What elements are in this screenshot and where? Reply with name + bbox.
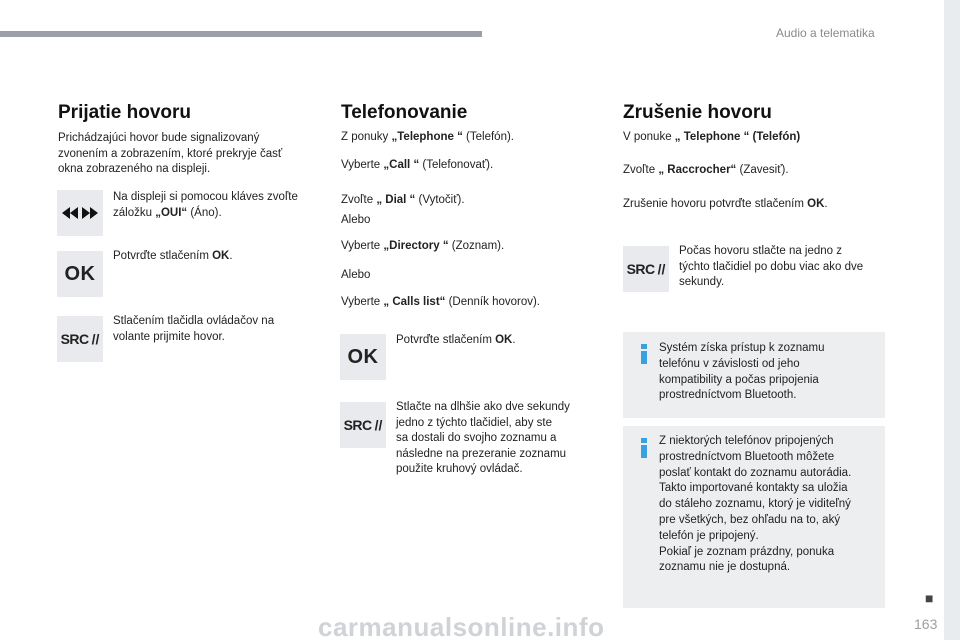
info-line: poslať kontakt do zoznamu autorádia. (659, 466, 852, 479)
src-button (57, 316, 103, 362)
src-button (623, 246, 669, 292)
info-line: kompatibility a počas pripojenia (659, 373, 819, 386)
src-label: SRC (343, 417, 372, 433)
info-icon (637, 344, 651, 364)
col2-line-telephone: Z ponuky „Telephone “ (Telefón). (341, 131, 514, 143)
info-line: Takto importované kontakty sa uložia (659, 482, 848, 495)
info-line: Pokiaľ je zoznam prázdny, ponuka (659, 545, 835, 558)
col2-src-line: použite kruhový ovládač. (396, 463, 523, 475)
col3-src-line: týchto tlačidiel po dobu viac ako dve (679, 260, 864, 273)
col1-src-line: Stlačením tlačidla ovládačov na (113, 315, 275, 327)
info-box-bluetooth-access (623, 332, 885, 418)
col3-src-line: sekundy. (679, 276, 725, 288)
col1-intro-line: okna zobrazeného na displeji. (58, 163, 211, 175)
col3-line-raccrocher: Zvoľte „ Raccrocher“ (Zavesiť). (623, 164, 789, 176)
col1-arrows-text (113, 190, 298, 221)
col2-ok-text: Potvrďte stlačením OK. (396, 334, 516, 346)
col2-src-text (396, 400, 570, 478)
info-box-contacts-import (623, 426, 885, 608)
col2-src-line: následne na prezeranie zoznamu (396, 447, 567, 460)
info-line: do stáleho zoznamu, ktorý je viditeľný (659, 498, 851, 511)
ok-label: OK (347, 345, 379, 368)
src-slash-icon: // (657, 261, 666, 277)
col3-line-telephone: V ponuke „ Telephone “ (Telefón) (623, 131, 801, 143)
col2-alebo: Alebo (341, 269, 371, 281)
ok-button (340, 334, 386, 380)
src-button (340, 402, 386, 448)
src-label: SRC (60, 331, 89, 347)
header-bar (0, 31, 482, 37)
info-line: telefón je pripojený. (659, 529, 759, 542)
info-icon (637, 438, 651, 458)
col3-src-line: Počas hovoru stlačte na jedno z (679, 245, 843, 257)
src-slash-icon: // (91, 331, 100, 347)
col1-src-text (113, 314, 274, 345)
page-marker: ■ (925, 590, 934, 606)
col3-line-confirm: Zrušenie hovoru potvrďte stlačením OK. (623, 198, 828, 210)
col3-src-text (679, 244, 863, 291)
col2-src-line: sa dostali do svojho zoznamu a (396, 432, 557, 444)
col1-intro-line: zvonením a zobrazením, ktoré prekryje časť (58, 147, 283, 160)
info-line: prostredníctvom Bluetooth môžete (659, 450, 835, 463)
watermark: carmanualsonline.info (318, 612, 605, 640)
ok-label: OK (64, 262, 96, 285)
col1-arrows-line: Na displeji si pomocou kláves zvoľte (113, 191, 298, 203)
src-label: SRC (626, 261, 655, 277)
col1-intro-line: Prichádzajúci hovor bude signalizovaný (58, 132, 260, 144)
info-line: prostredníctvom Bluetooth. (659, 389, 797, 402)
page-number: 163 (914, 616, 938, 632)
section-title-zrusenie: Zrušenie hovoru (623, 102, 772, 123)
info-line: zoznamu nie je dostupná. (659, 561, 791, 574)
col2-line-dial: Zvoľte „ Dial “ (Vytočiť). (341, 194, 465, 206)
info-line: Z niektorých telefónov pripojených (659, 435, 834, 447)
col2-src-line: jedno z týchto tlačidiel, aby ste (396, 416, 552, 429)
col2-src-line: Stlačte na dlhšie ako dve sekundy (396, 401, 570, 413)
col1-ok-text: Potvrďte stlačením OK. (113, 250, 233, 262)
section-title-telefonovanie: Telefonovanie (341, 102, 468, 123)
prev-next-arrows-icon (60, 205, 100, 221)
info-text (659, 341, 825, 404)
col2-line-calls-list: Vyberte „ Calls list“ (Denník hovorov). (341, 296, 541, 308)
info-line: telefónu v závislosti od jeho (659, 357, 800, 370)
info-line: Systém získa prístup k zoznamu (659, 342, 825, 354)
col2-line-call: Vyberte „Call “ (Telefonovať). (341, 159, 494, 171)
page-edge-strip (944, 0, 960, 640)
arrows-button (57, 190, 103, 236)
col1-arrows-line: záložku „OUI“ (Áno). (113, 206, 222, 219)
info-text (659, 434, 851, 576)
col2-line-directory: Vyberte „Directory “ (Zoznam). (341, 240, 505, 252)
col2-alebo: Alebo (341, 214, 371, 226)
src-slash-icon: // (374, 417, 383, 433)
col1-src-line: volante prijmite hovor. (113, 330, 225, 343)
header-title: Audio a telematika (776, 26, 875, 40)
col1-intro (58, 131, 282, 178)
ok-button (57, 251, 103, 297)
section-title-prijatie: Prijatie hovoru (58, 102, 192, 123)
info-line: pre všetkých, bez ohľadu na to, aký (659, 513, 841, 526)
